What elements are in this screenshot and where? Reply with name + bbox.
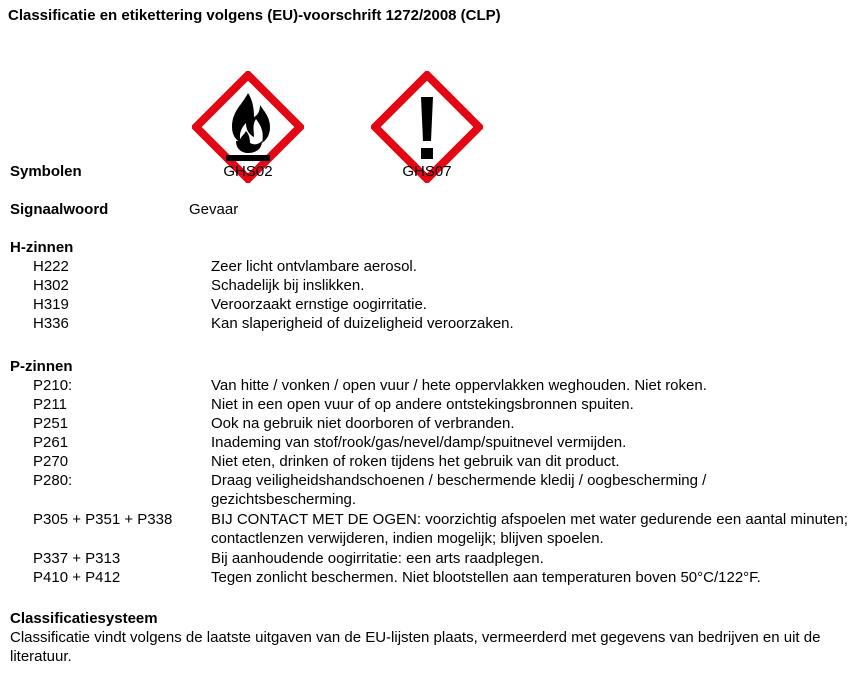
- h-statements-label: H-zinnen: [10, 239, 74, 256]
- h-statement-code: H302: [33, 277, 69, 294]
- ghs02-code: GHS02: [223, 163, 273, 180]
- p-statement-code: P280:: [33, 472, 73, 489]
- symbols-label: Symbolen: [10, 163, 82, 180]
- signal-word-value: Gevaar: [189, 201, 239, 218]
- h-statement-text: Veroorzaakt ernstige oogirritatie.: [211, 296, 427, 313]
- classification-system-label: Classificatiesysteem: [10, 610, 158, 627]
- p-statement-code: P305 + P351 + P338: [33, 511, 173, 528]
- p-statement-code: P410 + P412: [33, 569, 121, 586]
- document-title: Classificatie en etikettering volgens (EU)-voorschrift 1272/2008 (CLP): [8, 7, 501, 24]
- signal-word-label: Signaalwoord: [10, 201, 109, 218]
- p-statement-text: Niet eten, drinken of roken tijdens het gebruik van dit product.: [211, 453, 620, 470]
- h-statement-text: Schadelijk bij inslikken.: [211, 277, 365, 294]
- p-statement-text: Bij aanhoudende oogirritatie: een arts raadplegen.: [211, 550, 544, 567]
- p-statement-code: P251: [33, 415, 69, 432]
- h-statement-code: H336: [33, 315, 69, 332]
- p-statement-code: P261: [33, 434, 69, 451]
- p-statement-code: P337 + P313: [33, 550, 121, 567]
- ghs07-code: GHS07: [402, 163, 452, 180]
- classification-system-text: Classificatie vindt volgens de laatste uitgaven van de EU-lijsten plaats, vermeerderd met gegevens van bedrijven en uit de literatuur.: [10, 629, 821, 665]
- h-statement-code: H222: [33, 258, 69, 275]
- p-statement-text: Inademing van stof/rook/gas/nevel/damp/spuitnevel vermijden.: [211, 434, 627, 451]
- p-statement-text: Ook na gebruik niet doorboren of verbranden.: [211, 415, 515, 432]
- p-statement-text: Niet in een open vuur of op andere ontstekingsbronnen spuiten.: [211, 396, 634, 413]
- p-statement-text: BIJ CONTACT MET DE OGEN: voorzichtig afspoelen met water gedurende een aantal minuten; contactlenzen verwijderen, indien mogelijk; blijven spoelen.: [211, 511, 848, 547]
- p-statement-text: Van hitte / vonken / open vuur / hete oppervlakken weghouden. Niet roken.: [211, 377, 707, 394]
- p-statement-code: P211: [33, 396, 67, 413]
- p-statement-text: Draag veiligheidshandschoenen / beschermende kledij / oogbescherming / gezichtsbescherming.: [211, 472, 707, 508]
- h-statement-code: H319: [33, 296, 69, 313]
- p-statements-label: P-zinnen: [10, 358, 73, 375]
- h-statement-text: Zeer licht ontvlambare aerosol.: [211, 258, 417, 275]
- p-statement-code: P210:: [33, 377, 73, 394]
- h-statement-text: Kan slaperigheid of duizeligheid veroorzaken.: [211, 315, 514, 332]
- p-statement-text: Tegen zonlicht beschermen. Niet blootstellen aan temperaturen boven 50°C/122°F.: [211, 569, 761, 586]
- p-statement-code: P270: [33, 453, 69, 470]
